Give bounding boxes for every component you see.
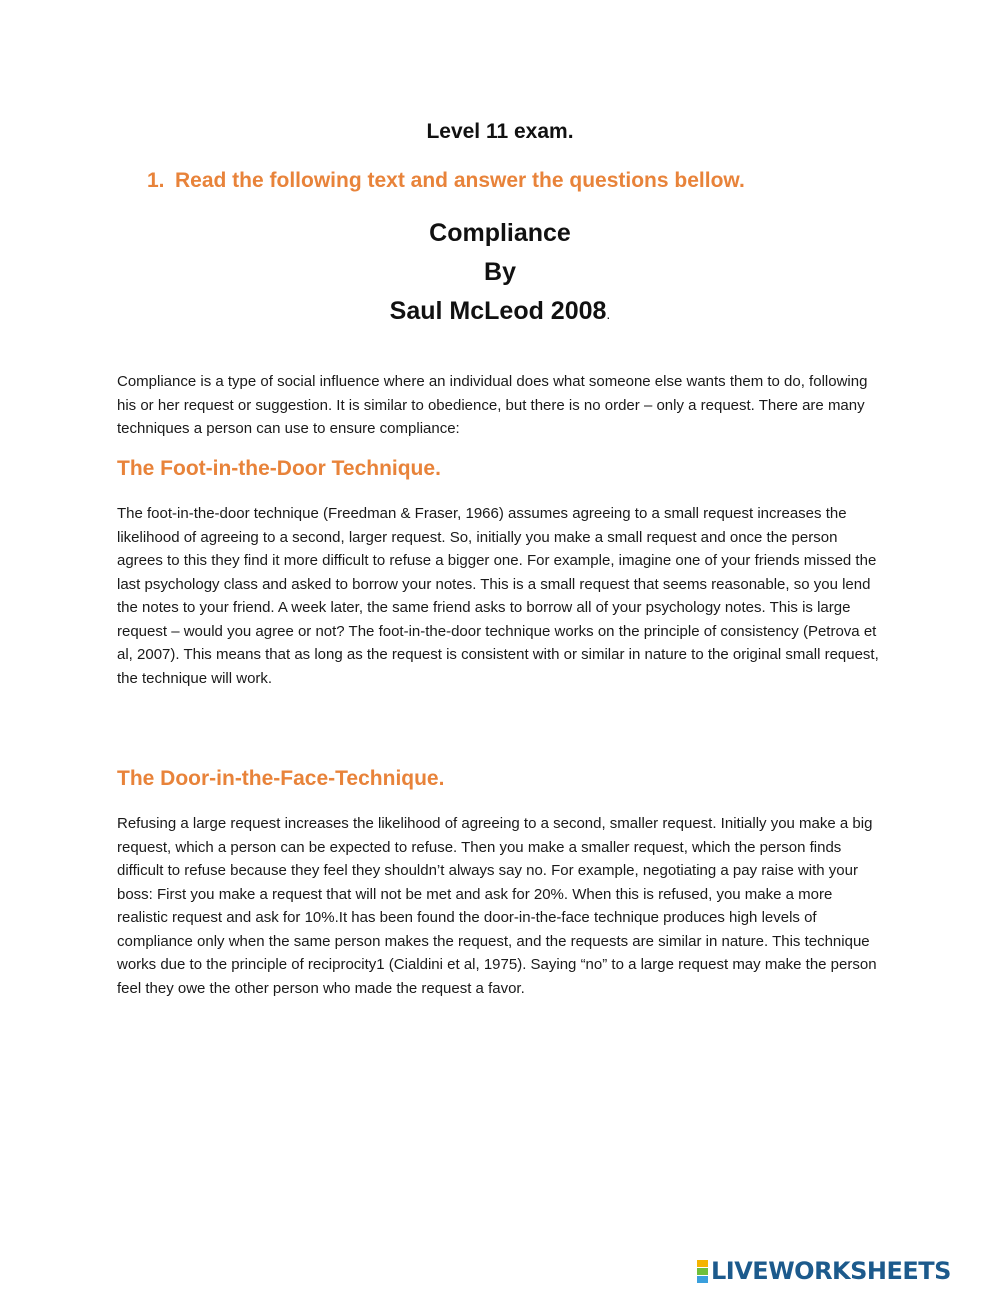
instruction-number: 1. <box>147 169 165 192</box>
liveworksheets-logo <box>697 1256 951 1286</box>
article-author-period: . <box>606 306 611 322</box>
instruction-line <box>147 169 745 193</box>
article-author-line <box>0 292 1000 334</box>
logo-block-blue <box>697 1276 708 1283</box>
article-by: By <box>484 258 516 286</box>
section-heading-foot-in-the-door: The Foot-in-the-Door Technique. <box>117 457 441 480</box>
exam-title: Level 11 exam. <box>426 120 574 143</box>
article-author: Saul McLeod 2008 <box>389 297 607 325</box>
logo-text: LIVEWORKSHEETS <box>711 1257 951 1285</box>
logo-block-green <box>697 1268 708 1275</box>
intro-paragraph: Compliance is a type of social influence where an individual does what someone else wants them to do, following his or her request or suggestion. It is similar to obedience, but there is no order – only a request. There are many techniques a person can use to ensure compliance: <box>117 373 868 437</box>
section-heading-door-in-the-face: The Door-in-the-Face-Technique. <box>117 767 445 790</box>
logo-blocks-icon <box>697 1260 708 1283</box>
section-body-foot-in-the-door: The foot-in-the-door technique (Freedman & Fraser, 1966) assumes agreeing to a small request increases the likelihood of agreeing to a second, larger request. So, initially you make a small request and once the person agrees to this they find it more difficult to refuse a bigger one. For example, imagine one of your friends missed the last psychology class and asked to borrow your notes. This is a small request that seems reasonable, so you lend the notes to your friend. A week later, the same friend asks to borrow all of your psychology notes. This is large request – would you agree or not? The foot-in-the-door technique works on the principle of consistency (Petrova et al, 2007). This means that as long as the request is consistent with or similar in nature to the original small request, the technique will work. <box>117 505 879 687</box>
article-title-block <box>0 214 1000 334</box>
section-body-door-in-the-face: Refusing a large request increases the likelihood of agreeing to a second, smaller request. Initially you make a big request, which a person can be expected to refuse. Then you make a smaller request, which the person finds difficult to refuse because they feel they shouldn’t always say no. For example, negotiating a pay raise with your boss: First you make a request that will not be met and ask for 20%. When this is refused, you make a more realistic request and ask for 10%.It has been found the door-in-the-face technique produces high levels of compliance only when the same person makes the request, and the requests are similar in nature. This technique works due to the principle of reciprocity1 (Cialdini et al, 1975). Saying “no” to a large request may make the person feel they owe the other person who made the request a favor. <box>117 815 877 997</box>
instruction-text: Read the following text and answer the questions bellow. <box>175 169 745 192</box>
logo-block-yellow <box>697 1260 708 1267</box>
article-title: Compliance <box>429 219 571 247</box>
